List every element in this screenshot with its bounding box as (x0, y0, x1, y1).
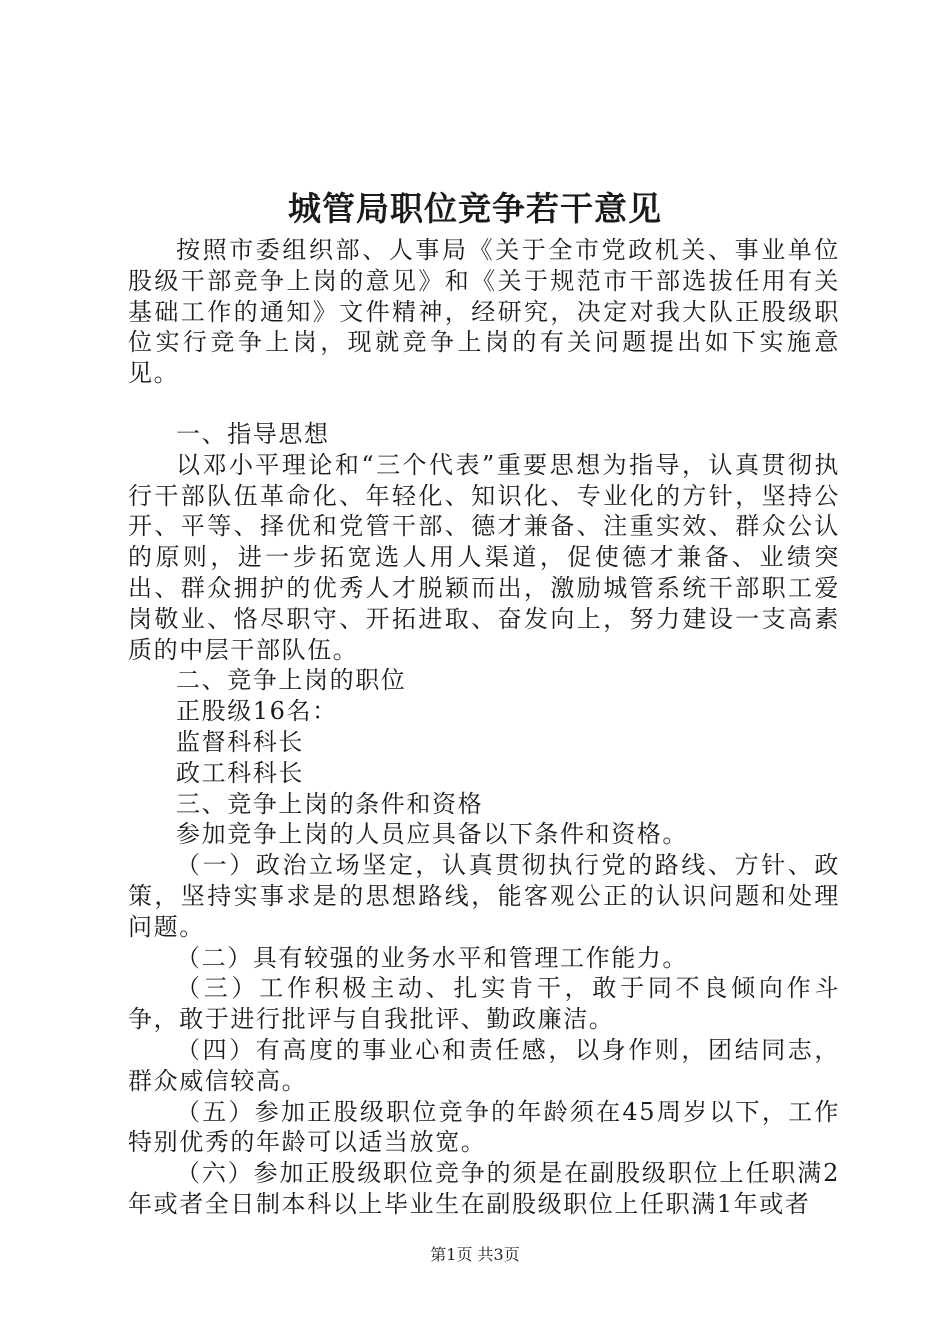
guiding-thought-paragraph: 以邓小平理论和“三个代表”重要思想为指导，认真贯彻执行干部队伍革命化、年轻化、知识化、专业化的方针，坚持公开、平等、择优和党管干部、德才兼备、注重实效、群众公认的原则，进一步拓宽选人用人渠道，促使德才兼备、业绩突出、群众拥护的优秀人才脱颖而出，激励城管系统干部职工爱岗敬业、恪尽职守、开拓进取、奋发向上，努力建设一支高素质的中层干部队伍。 (128, 450, 840, 664)
page-footer: 第1页 共3页 (430, 1245, 520, 1264)
condition-item: （五）参加正股级职位竞争的年龄须在45周岁以下，工作特别优秀的年龄可以适当放宽。 (128, 1097, 840, 1157)
condition-item: （一）政治立场坚定，认真贯彻执行党的路线、方针、政策，坚持实事求是的思想路线，能客观公正的认识问题和处理问题。 (128, 851, 840, 941)
conditions-intro: 参加竞争上岗的人员应具备以下条件和资格。 (176, 820, 688, 849)
condition-item: （二）具有较强的业务水平和管理工作能力。 (176, 943, 688, 972)
intro-paragraph: 按照市委组织部、人事局《关于全市党政机关、事业单位股级干部竞争上岗的意见》和《关于规范市干部选拔任用有关基础工作的通知》文件精神，经研究，决定对我大队正股级职位实行竞争上岗，现就竞争上岗的有关问题提出如下实施意见。 (128, 236, 840, 388)
position-item: 政工科科长 (176, 758, 304, 787)
section-heading-positions: 二、竞争上岗的职位 (176, 666, 407, 695)
document-body (128, 235, 840, 1220)
section-heading-conditions: 三、竞争上岗的条件和资格 (176, 789, 484, 818)
section-heading-guiding-thought: 一、指导思想 (176, 419, 330, 448)
condition-item: （四）有高度的事业心和责任感，以身作则，团结同志，群众威信较高。 (128, 1035, 840, 1095)
condition-item: （三）工作积极主动、扎实肯干，敢于同不良倾向作斗争，敢于进行批评与自我批评、勤政廉洁。 (128, 974, 840, 1034)
document-title: 城管局职位竞争若干意见 (288, 189, 662, 228)
positions-count: 正股级16名： (176, 697, 338, 726)
condition-item: （六）参加正股级职位竞争的须是在副股级职位上任职满2年或者全日制本科以上毕业生在副股级职位上任职满1年或者 (128, 1159, 840, 1218)
position-item: 监督科科长 (176, 727, 304, 756)
